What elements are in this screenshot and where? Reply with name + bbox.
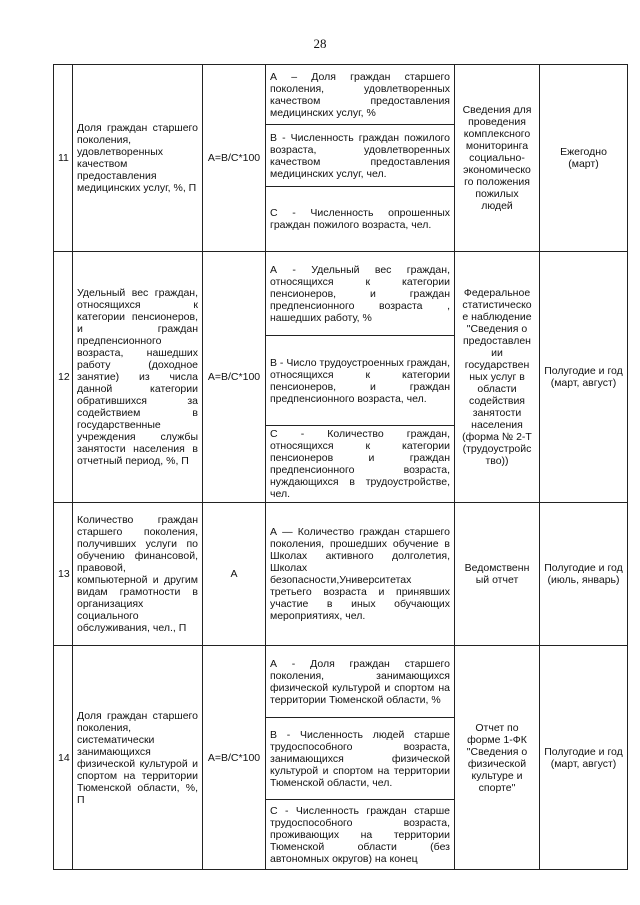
formula: А=В/С*100 [203, 252, 266, 503]
component-cell: А – Доля граждан старшего поколения, удовлетворенных качеством предоставления медицинских услуг, % [266, 65, 455, 125]
formula: А=В/С*100 [203, 646, 266, 870]
indicator-name: Доля граждан старшего поколения, систематически занимающихся физической культурой и спортом на территории Тюменской области, %, П [73, 646, 203, 870]
formula: А=В/С*100 [203, 65, 266, 252]
component-cell: А — Количество граждан старшего поколения, прошедших обучение в Школах активного долголетия, Школах безопасности,Университетах третьего возраста и принявших участие в иных обучающих мероприятиях, чел. [266, 503, 455, 646]
data-source: Сведения для проведения комплексного мониторинга социально-экономическо го положения пожилых людей [455, 65, 540, 252]
formula: А [203, 503, 266, 646]
component-cell: С - Количество граждан, относящихся к категории пенсионеров и граждан предпенсионного возраста, нуждающихся в трудоустройстве, чел. [266, 426, 455, 503]
component-cell: С - Численность граждан старше трудоспособного возраста, проживающих на территории Тюменской области (без автономных округов) на конец [266, 800, 455, 870]
table-row [54, 252, 628, 336]
indicator-name: Удельный вес граждан, относящихся к категории пенсионеров, и граждан предпенсионного возраста, нашедших работу (доходное занятие) из числа данной категории обратившихся за содействием в государственные учреждения службы занятости населения в отчетный период, %, П [73, 252, 203, 503]
indicator-name: Доля граждан старшего поколения, удовлетворенных качеством предоставления медицинских услуг, %, П [73, 65, 203, 252]
table-row [54, 646, 628, 718]
data-source: Ведомственн ый отчет [455, 503, 540, 646]
periodicity: Ежегодно (март) [540, 65, 628, 252]
component-cell: В - Численность граждан пожилого возраста, удовлетворенных качеством предоставления медицинских услуг, чел. [266, 125, 455, 187]
periodicity: Полугодие и год (март, август) [540, 646, 628, 870]
table-row [54, 503, 628, 646]
page-number: 28 [313, 36, 327, 51]
component-cell: А - Доля граждан старшего поколения, занимающихся физической культурой и спортом на территории Тюменской области, % [266, 646, 455, 718]
data-source: Федеральное статистическо е наблюдение "Сведения о предоставлен ии государствен ных услуг в области содействия занятости населения (форма № 2-Т (трудоустройс тво)) [455, 252, 540, 503]
data-source: Отчет по форме 1-ФК "Сведения о физической культуре и спорте" [455, 646, 540, 870]
row-number: 11 [54, 65, 73, 252]
component-cell: В - Число трудоустроенных граждан, относящихся к категории пенсионеров, и граждан предпенсионного возраста, чел. [266, 336, 455, 426]
row-number: 12 [54, 252, 73, 503]
indicator-name: Количество граждан старшего поколения, получивших услуги по обучению финансовой, правовой, компьютерной и другим видам грамотности в организациях социального обслуживания, чел., П [73, 503, 203, 646]
component-cell: В - Численность людей старше трудоспособного возраста, занимающихся физической культурой и спортом на территории Тюменской области, чел. [266, 718, 455, 800]
table-row [54, 65, 628, 125]
periodicity: Полугодие и год (июль, январь) [540, 503, 628, 646]
component-cell: А - Удельный вес граждан, относящихся к категории пенсионеров, и граждан предпенсионного возраста , нашедших работу, % [266, 252, 455, 336]
component-cell: С - Численность опрошенных граждан пожилого возраста, чел. [266, 187, 455, 252]
indicators-table [53, 64, 628, 870]
row-number: 13 [54, 503, 73, 646]
periodicity: Полугодие и год (март, август) [540, 252, 628, 503]
row-number: 14 [54, 646, 73, 870]
